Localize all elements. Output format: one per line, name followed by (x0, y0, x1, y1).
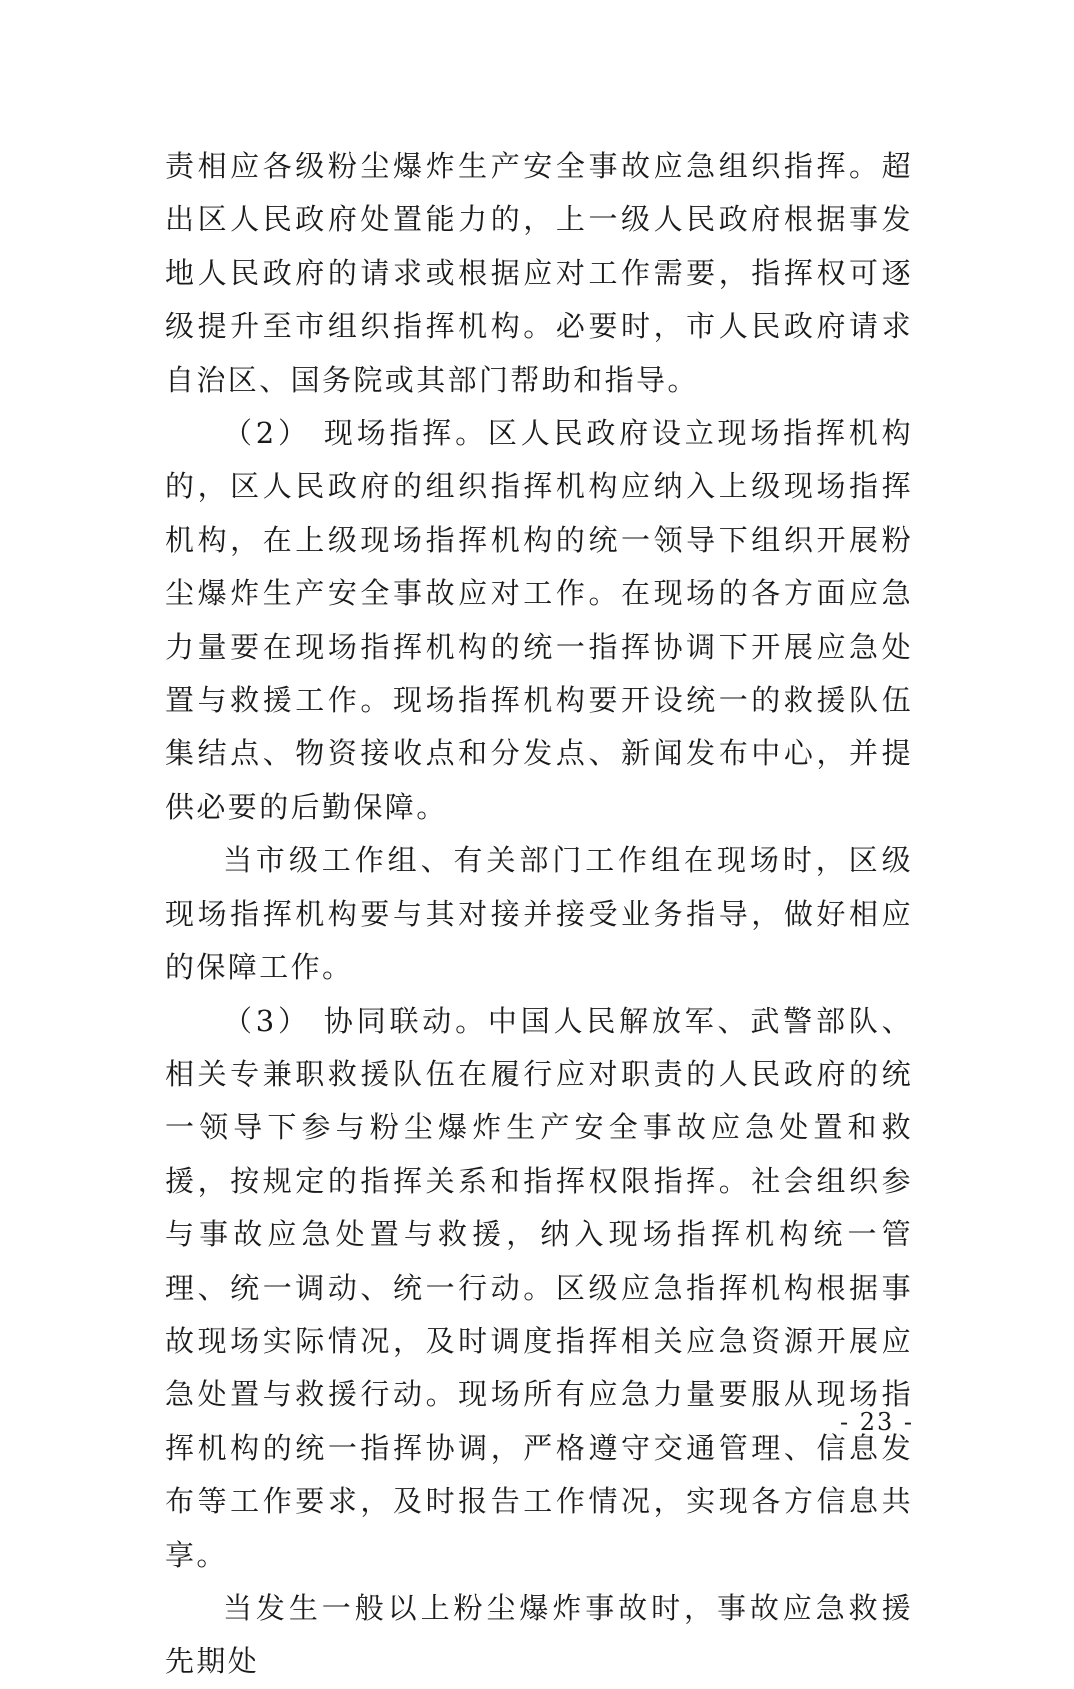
page-number: - 23 - (839, 1408, 914, 1436)
paragraph-general-accident: 当发生一般以上粉尘爆炸事故时，事故应急救援先期处 (165, 1590, 913, 1679)
paragraph-coordinated-linkage: （3） 协同联动。中国人民解放军、武警部队、相关专兼职救援队伍在履行应对职责的人民政府的统一领导下参与粉尘爆炸生产安全事故应急处置和救援，按规定的指挥关系和指挥权限指挥。社会组织参与事故应急处置与救援，纳入现场指挥机构统一管理、统一调动、统一行动。区级应急指挥机构根据事故现场实际情况，及时调度指挥相关应急资源开展应急处置与救援行动。现场所有应急力量要服从现场指挥机构的统一指挥协调，严格遵守交通管理、信息发布等工作要求，及时报告工作情况，实现各方信息共享。 (165, 1003, 913, 1572)
paragraph-continuation: 责相应各级粉尘爆炸生产安全事故应急组织指挥。超出区人民政府处置能力的，上一级人民政府根据事发地人民政府的请求或根据应对工作需要，指挥权可逐级提升至市组织指挥机构。必要时，市人民政府请求自治区、国务院或其部门帮助和指导。 (165, 149, 913, 397)
paragraph-city-work-group: 当市级工作组、有关部门工作组在现场时，区级现场指挥机构要与其对接并接受业务指导，做好相应的保障工作。 (165, 843, 913, 985)
paragraph-on-site-command: （2） 现场指挥。区人民政府设立现场指挥机构的，区人民政府的组织指挥机构应纳入上级现场指挥机构，在上级现场指挥机构的统一领导下组织开展粉尘爆炸生产安全事故应对工作。在现场的各方面应急力量要在现场指挥机构的统一指挥协调下开展应急处置与救援工作。现场指挥机构要开设统一的救援队伍集结点、物资接收点和分发点、新闻发布中心，并提供必要的后勤保障。 (165, 416, 913, 824)
body-text (165, 140, 913, 1689)
